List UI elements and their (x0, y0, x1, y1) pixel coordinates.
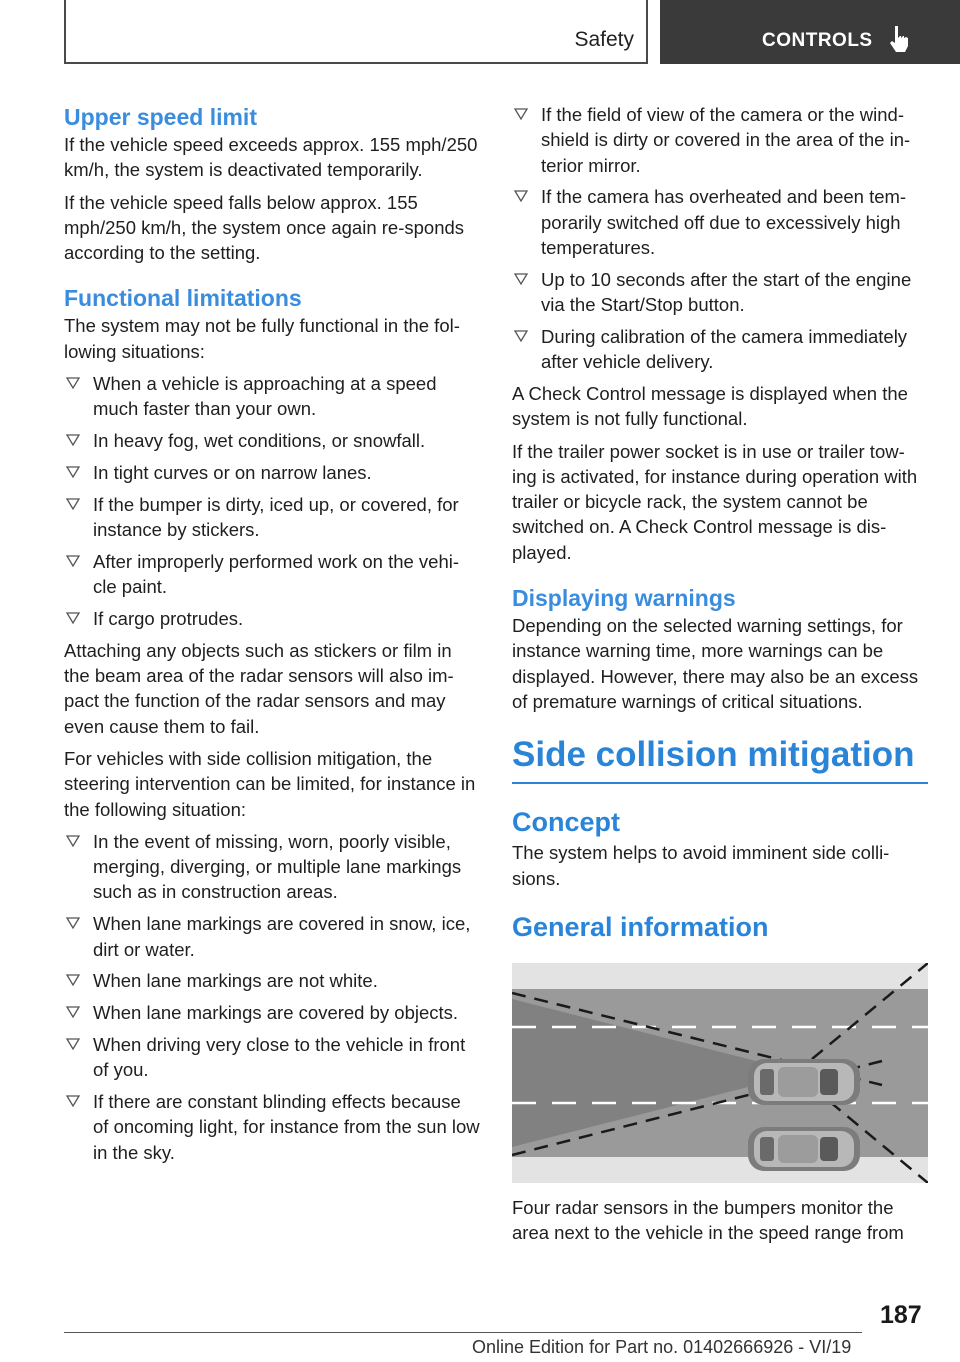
triangle-bullet-icon (514, 272, 528, 286)
attach-objects-para: Attaching any objects such as stickers or film in the beam area of the radar sensors will also im‐pact the function of the radar sensors and may even cause them to fail. (64, 639, 454, 737)
triangle-bullet-icon (66, 1094, 80, 1108)
displaying-warnings-heading: Displaying warnings (512, 585, 736, 612)
side-mitigation-limits-para: For vehicles with side collision mitigation, the steering intervention can be limited, for instance in the following situation: (64, 747, 476, 820)
list-item: In heavy fog, wet conditions, or snowfall. (64, 428, 480, 453)
triangle-bullet-icon (66, 973, 80, 987)
right-column (512, 102, 928, 1252)
chapter-title: CONTROLS (762, 30, 873, 51)
side-collision-diagram (512, 963, 928, 1183)
list-item: After improperly performed work on the vehi‐cle paint. (64, 549, 480, 600)
triangle-bullet-icon (66, 433, 80, 447)
general-information-para: Four radar sensors in the bumpers monitor the area next to the vehicle in the speed range from (512, 1196, 904, 1244)
functional-limitations-heading: Functional limitations (64, 285, 302, 312)
footer-rule (64, 1332, 862, 1333)
upper-speed-para-2: If the vehicle speed falls below approx. 155 mph/250 km/h, the system once again re‐sponds according to the setting. (64, 191, 465, 264)
triangle-bullet-icon (514, 189, 528, 203)
footer-edition: Online Edition for Part no. 01402666926 - VI/19 (472, 1337, 852, 1357)
triangle-bullet-icon (66, 376, 80, 390)
concept-para: The system helps to avoid imminent side colli‐sions. (512, 842, 890, 889)
general-information-heading: General information (512, 911, 769, 942)
list-item: If the bumper is dirty, iced up, or covered, for instance by stickers. (64, 492, 480, 543)
check-control-para: A Check Control message is displayed when the system is not fully functional. (512, 382, 908, 430)
list-item: If the field of view of the camera or the wind‐shield is dirty or covered in the area of the in‐terior mirror. (512, 102, 928, 178)
upper-speed-para-1: If the vehicle speed exceeds approx. 155 mph/250 km/h, the system is deactivated temporarily. (64, 134, 478, 181)
warnings-para: Depending on the selected warning settings, for instance warning time, more warnings can be displayed. However, there may also be an excess of premature warnings of critical situations. (512, 615, 919, 712)
triangle-bullet-icon (514, 329, 528, 343)
list-item: If there are constant blinding effects because of oncoming light, for instance from the sun low in the sky. (64, 1089, 480, 1165)
adjacent-car (748, 1127, 860, 1171)
header-chapter-tab (660, 0, 960, 64)
left-column (64, 102, 480, 1171)
list-item: When lane markings are covered in snow, ice, dirt or water. (64, 911, 480, 962)
triangle-bullet-icon (66, 611, 80, 625)
limitations-list (64, 371, 480, 631)
pointing-hand-icon (886, 24, 912, 54)
lane-marking-list (64, 829, 480, 1165)
section-title: Safety (574, 28, 634, 51)
triangle-bullet-icon (66, 834, 80, 848)
trailer-para: If the trailer power socket is in use or trailer tow‐ing is activated, for instance during operation with trailer or bicycle rack, the system cannot be switched on. A Check Control message is dis‐played. (512, 440, 918, 563)
triangle-bullet-icon (66, 497, 80, 511)
list-item: In the event of missing, worn, poorly visible, merging, diverging, or multiple lane markings such as in construction areas. (64, 829, 480, 905)
upper-speed-limit-heading: Upper speed limit (64, 104, 257, 130)
list-item: When driving very close to the vehicle in front of you. (64, 1032, 480, 1083)
page-number: 187 (880, 1301, 922, 1329)
list-item: When lane markings are covered by objects. (64, 1000, 480, 1025)
header-section-tab (64, 0, 648, 64)
triangle-bullet-icon (66, 554, 80, 568)
triangle-bullet-icon (66, 1037, 80, 1051)
list-item: If the camera has overheated and been tem‐porarily switched off due to excessively high temperatures. (512, 184, 928, 260)
limitations-intro: The system may not be fully functional in the fol‐lowing situations: (64, 315, 460, 362)
list-item: When a vehicle is approaching at a speed much faster than your own. (64, 371, 480, 422)
list-item: If cargo protrudes. (64, 606, 480, 631)
list-item: In tight curves or on narrow lanes. (64, 460, 480, 485)
camera-limitations-list (512, 102, 928, 374)
ego-car (748, 1059, 860, 1105)
triangle-bullet-icon (66, 465, 80, 479)
list-item: During calibration of the camera immediately after vehicle delivery. (512, 324, 928, 375)
concept-heading: Concept (512, 807, 620, 838)
triangle-bullet-icon (514, 107, 528, 121)
list-item: When lane markings are not white. (64, 968, 480, 993)
list-item: Up to 10 seconds after the start of the engine via the Start/Stop button. (512, 267, 928, 318)
side-collision-title: Side collision mitigation (512, 732, 928, 784)
triangle-bullet-icon (66, 1005, 80, 1019)
triangle-bullet-icon (66, 916, 80, 930)
